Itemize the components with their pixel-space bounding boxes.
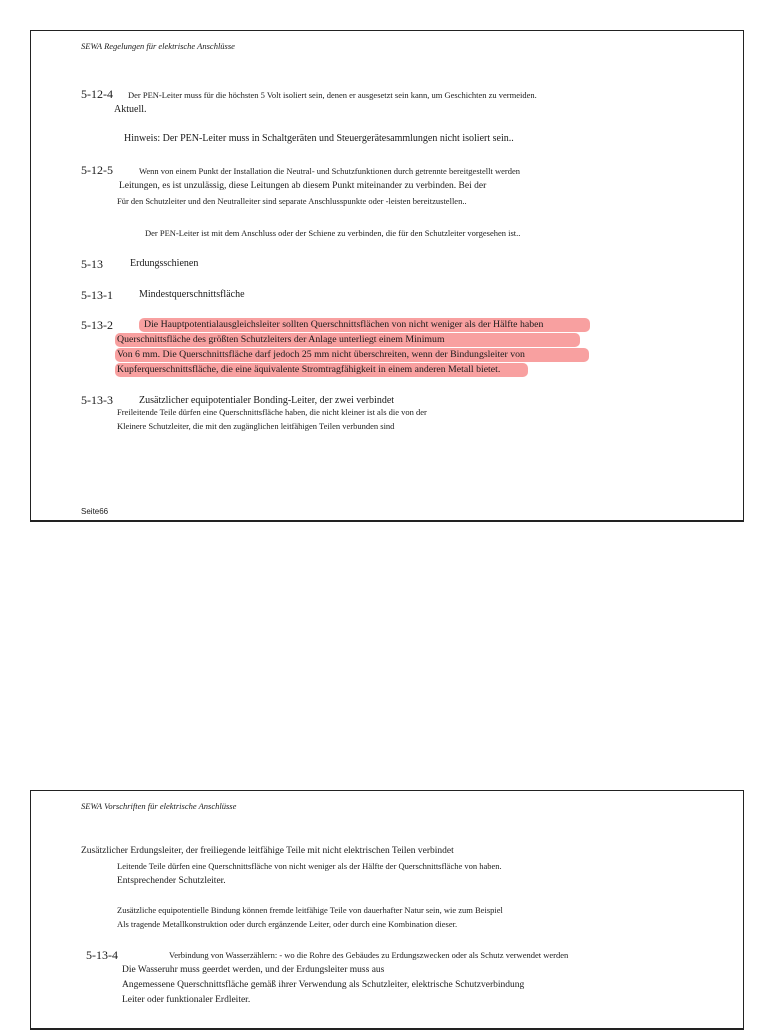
section-number-5-13-1: 5-13-1 [81, 288, 113, 302]
supplement-line-2: Als tragende Metallkonstruktion oder durch ergänzende Leiter, oder durch eine Kombination dieser. [117, 919, 458, 929]
section-5-13-3-title: Zusätzlicher equipotentialer Bonding-Leiter, der zwei verbindet [139, 395, 395, 406]
intro-line-3: Entsprechender Schutzleiter. [117, 876, 226, 886]
section-5-12-4-line-2: Aktuell. [114, 104, 147, 115]
section-5-13-4-line-1: Verbindung von Wasserzählern: - wo die Rohre des Gebäudes zu Erdungszwecken oder als Schutz verwendet werden [169, 950, 569, 960]
section-5-13-2-line-4: Kupferquerschnittsfläche, die eine äquivalente Stromtragfähigkeit in einem anderen Metall bietet. [117, 364, 501, 375]
section-5-13-4-line-4: Leiter oder funktionaler Erdleiter. [122, 995, 251, 1005]
section-number-5-13-3: 5-13-3 [81, 393, 113, 407]
section-number-5-12-4: 5-12-4 [81, 87, 113, 101]
document-page-2 [30, 790, 744, 1030]
section-5-13-2-line-3: Von 6 mm. Die Querschnittsfläche darf jedoch 25 mm nicht überschreiten, wenn der Bindungsleiter von [117, 349, 525, 360]
section-5-12-5-note: Der PEN-Leiter ist mit dem Anschluss oder der Schiene zu verbinden, die für den Schutzleiter vorgesehen ist.. [145, 228, 521, 238]
section-5-12-5-line-1: Wenn von einem Punkt der Installation die Neutral- und Schutzfunktionen durch getrennte bereitgestellt werden [139, 166, 520, 176]
section-5-13-4-line-3: Angemessene Querschnittsfläche gemäß ihrer Verwendung als Schutzleiter, elektrische Schutzverbindung [122, 980, 525, 990]
section-5-13-4-line-2: Die Wasseruhr muss geerdet werden, und der Erdungsleiter muss aus [122, 965, 385, 975]
section-5-13-3-line-2: Kleinere Schutzleiter, die mit den zugänglichen leitfähigen Teilen verbunden sind [117, 421, 395, 431]
page-footer: Seite66 [81, 507, 109, 516]
section-number-5-13-4: 5-13-4 [86, 948, 118, 962]
section-number-5-13: 5-13 [81, 257, 103, 271]
intro-line-1: Zusätzlicher Erdungsleiter, der freiliegende leitfähige Teile mit nicht elektrischen Teilen verbindet [81, 846, 454, 856]
section-5-13-title: Erdungsschienen [130, 258, 199, 269]
supplement-line-1: Zusätzliche equipotentielle Bindung können fremde leitfähige Teile von dauerhafter Natur sein, wie zum Beispiel [117, 905, 503, 915]
section-5-13-2-line-2: Querschnittsfläche des größten Schutzleiters der Anlage unterliegt einem Minimum [117, 334, 445, 345]
hinweis-note: Hinweis: Der PEN-Leiter muss in Schaltgeräten und Steuergerätesammlungen nicht isoliert sein.. [124, 133, 514, 144]
section-5-13-2-line-1: Die Hauptpotentialausgleichsleiter sollten Querschnittsflächen von nicht weniger als der Hälfte haben [144, 319, 544, 330]
section-5-12-5-line-3: Für den Schutzleiter und den Neutralleiter sind separate Anschlusspunkte oder -leisten bereitzustellen.. [117, 196, 467, 206]
section-5-13-1-title: Mindestquerschnittsfläche [139, 289, 245, 300]
document-page-1 [30, 30, 744, 522]
intro-line-2: Leitende Teile dürfen eine Querschnittsfläche von nicht weniger als der Hälfte der Querschnittsfläche von haben. [117, 861, 502, 871]
section-number-5-13-2: 5-13-2 [81, 318, 113, 332]
section-5-12-4-line-1: Der PEN-Leiter muss für die höchsten 5 Volt isoliert sein, denen er ausgesetzt sein kann, um Geschichten zu vermeiden. [128, 90, 537, 100]
section-5-12-5-line-2: Leitungen, es ist unzulässig, diese Leitungen ab diesem Punkt miteinander zu verbinden. Bei der [119, 181, 487, 191]
page-header: SEWA Regelungen für elektrische Anschlüsse [81, 41, 235, 51]
page-header: SEWA Vorschriften für elektrische Anschlüsse [81, 801, 237, 811]
section-number-5-12-5: 5-12-5 [81, 163, 113, 177]
section-5-13-3-line-1: Freileitende Teile dürfen eine Querschnittsfläche haben, die nicht kleiner ist als die von der [117, 407, 427, 417]
